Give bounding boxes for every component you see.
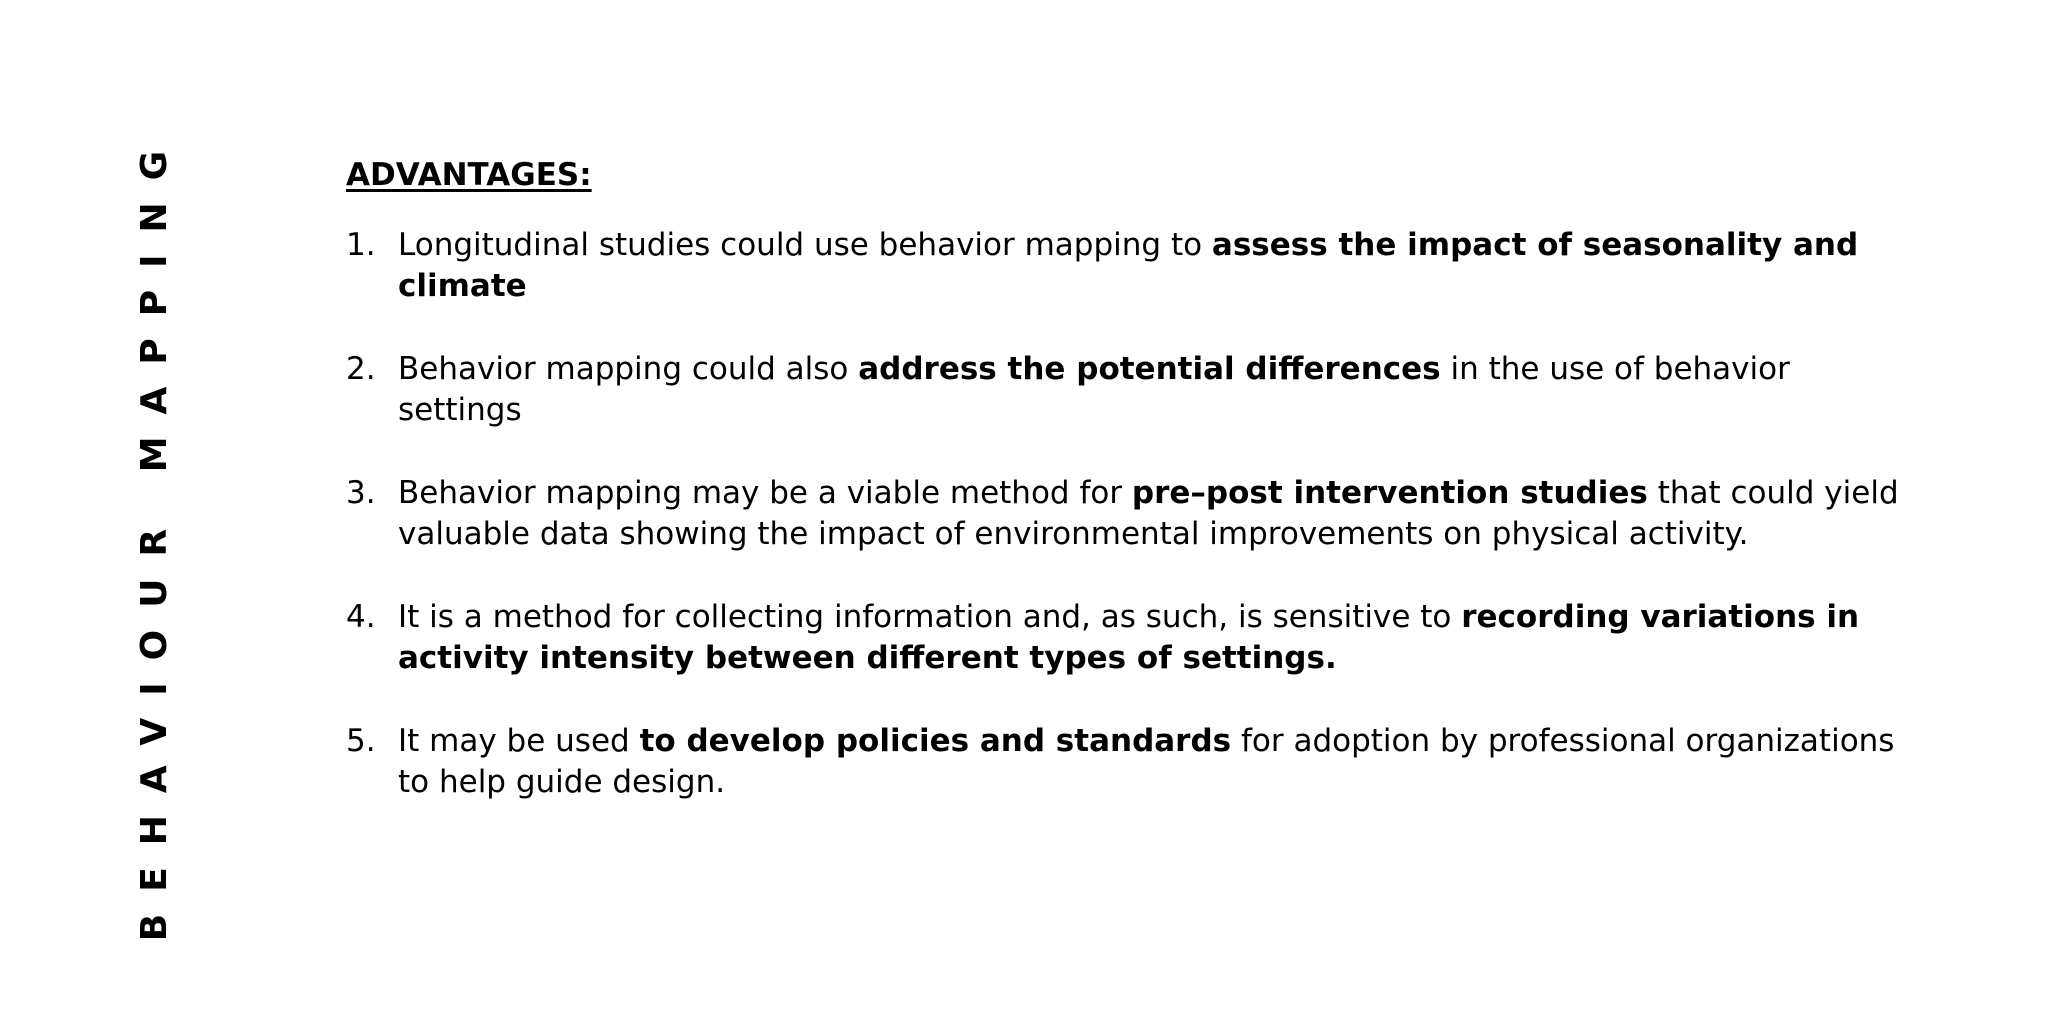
item-text: It may be used [398, 723, 640, 760]
item-text-tail: in the use of behavior settings [398, 351, 1790, 429]
item-text: Longitudinal studies could use behavior mapping to [398, 227, 1212, 264]
item-number: 1. [346, 227, 376, 264]
item-emphasis: recording variations in activity intensity between different types of settings. [398, 599, 1860, 677]
item-text: Behavior mapping may be a viable method for [398, 475, 1132, 512]
advantages-heading: ADVANTAGES: [346, 157, 592, 193]
item-number: 4. [346, 599, 376, 636]
item-text-tail: that could yield valuable data showing the impact of environmental improvements on physical activity. [398, 475, 1899, 553]
item-number: 3. [346, 475, 376, 512]
item-text: It is a method for collecting information and, as such, is sensitive to [398, 599, 1462, 636]
list-item [346, 473, 1906, 555]
list-item [346, 349, 1906, 431]
list-item [346, 721, 1906, 803]
list-item [346, 225, 1906, 307]
item-emphasis: to develop policies and standards [639, 723, 1232, 760]
item-emphasis: pre–post intervention studies [1131, 475, 1648, 512]
item-text: Behavior mapping could also [398, 351, 859, 388]
item-number: 5. [346, 723, 376, 760]
advantages-list [346, 225, 1906, 803]
list-item [346, 597, 1906, 679]
item-number: 2. [346, 351, 376, 388]
item-text-tail: for adoption by professional organizations to help guide design. [398, 723, 1895, 801]
content-area [346, 155, 1906, 845]
item-emphasis: assess the impact of seasonality and climate [398, 227, 1859, 305]
side-title: BEHAVIOUR MAPPING [134, 128, 175, 942]
item-emphasis: address the potential differences [858, 351, 1441, 388]
